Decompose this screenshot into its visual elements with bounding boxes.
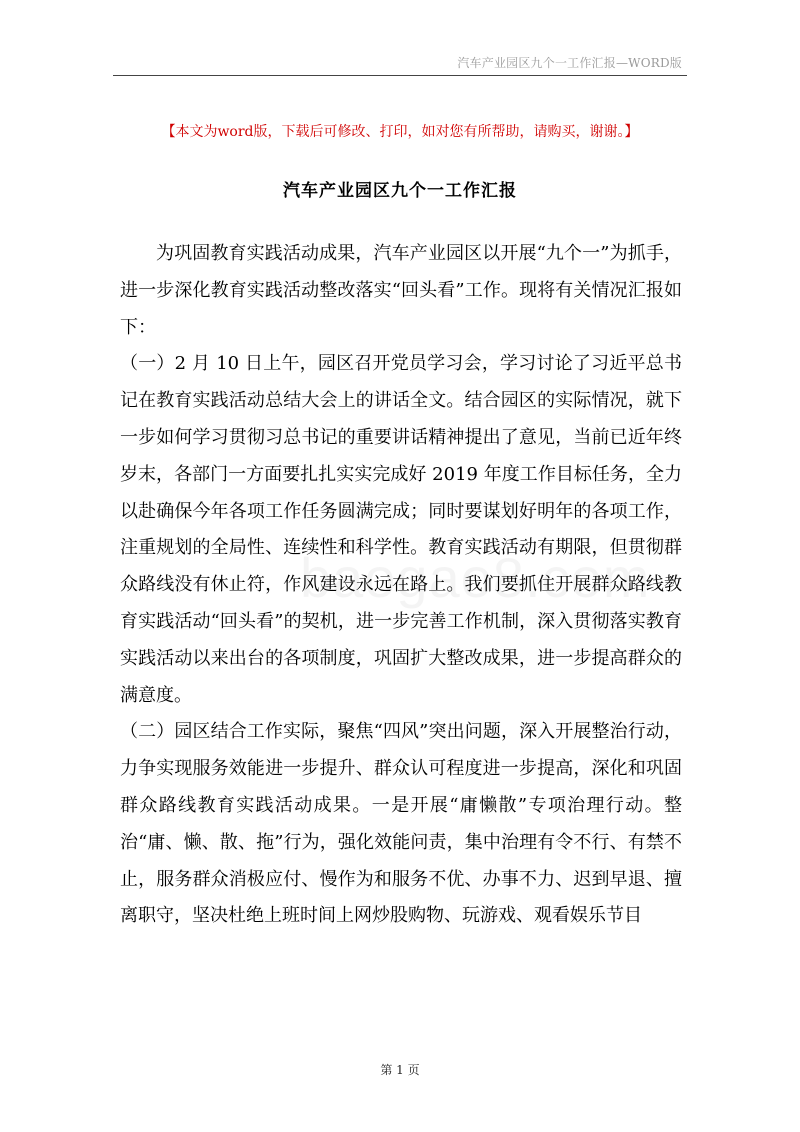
- document-title: 汽车产业园区九个一工作汇报: [283, 181, 517, 201]
- paragraph-section-2: （二）园区结合工作实际，聚焦“四风”突出问题，深入开展整治行动，力争实现服务效能进一步提升、群众认可程度进一步提高，深化和巩固群众路线教育实践活动成果。一是开展“庸懒散”专项治理行动。整治“庸、懒、散、拖”行为，强化效能问责，集中治理有令不行、有禁不止，服务群众消极应付、慢作为和服务不优、办事不力、迟到早退、擅离职守，坚决杜绝上班时间上网炒股购物、玩游戏、观看娱乐节目: [120, 721, 682, 927]
- purchase-notice: 【本文为word版，下载后可修改、打印，如对您有所帮助，请购买，谢谢。】: [161, 124, 639, 140]
- running-header: 汽车产业园区九个一工作汇报—WORD版: [457, 56, 682, 70]
- document-body: [120, 236, 682, 935]
- page-number: 第 1 页: [380, 1063, 420, 1077]
- paragraph-section-1: （一）2 月 10 日上午，园区召开党员学习会，学习讨论了习近平总书记在教育实践活动总结大会上的讲话全文。结合园区的实际情况，就下一步如何学习贯彻习总书记的重要讲话精神提出了意见，当前已近年终岁末，各部门一方面要扎扎实实完成好 2019 年度工作目标任务，全力以赴确保今年各项工作任务圆满完成；同时要谋划好明年的各项工作，注重规划的全局性、连续性和科学性。教育实践活动有期限，但贯彻群众路线没有休止符，作风建设永远在路上。我们要抓住开展群众路线教育实践活动“回头看”的契机，进一步完善工作机制，深入贯彻落实教育实践活动以来出台的各项制度，巩固扩大整改成果，进一步提高群众的满意度。: [120, 353, 682, 706]
- paragraph-intro: 为巩固教育实践活动成果，汽车产业园区以开展“九个一”为抓手，进一步深化教育实践活动整改落实“回头看”工作。现将有关情况汇报如下：: [120, 243, 682, 338]
- header-divider: [113, 75, 687, 76]
